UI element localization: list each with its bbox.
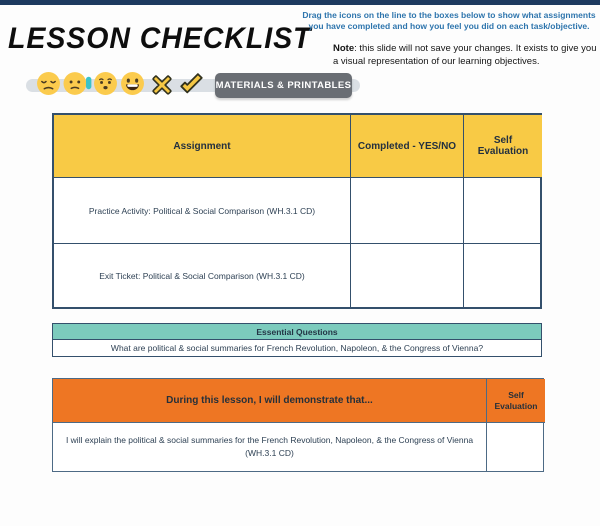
- assignment-row-1-label: Practice Activity: Political & Social Comparison (WH.3.1 CD): [54, 178, 351, 244]
- completed-header: Completed - YES/NO: [351, 115, 464, 178]
- essential-question-text: What are political & social summaries for French Revolution, Napoleon, & the Congress of Vienna?: [110, 343, 484, 353]
- grinning-face-emoji[interactable]: [120, 71, 145, 96]
- assignment-header: Assignment: [54, 115, 351, 178]
- check-mark-icon[interactable]: [177, 70, 206, 99]
- assignment-row-2-completed-dropzone[interactable]: [351, 244, 464, 307]
- cross-mark-icon[interactable]: [149, 72, 175, 98]
- assignment-table: [52, 113, 542, 309]
- sweat-drop: [86, 77, 91, 89]
- assignment-row-2-label: Exit Ticket: Political & Social Comparison (WH.3.1 CD): [54, 244, 351, 307]
- top-accent-bar: [0, 0, 600, 5]
- self-evaluation-header: Self Evaluation: [464, 115, 542, 178]
- note-text: [333, 43, 597, 68]
- essential-questions-header: Essential Questions: [53, 324, 541, 340]
- note-body: : this slide will not save your changes. It exists to give you a visual representation of our learning objectives.: [333, 43, 597, 67]
- demonstrate-table: [52, 378, 544, 472]
- slightly-smiling-face-emoji[interactable]: [93, 71, 118, 96]
- demonstrate-row-1-statement: I will explain the political & social summaries for the French Revolution, Napoleon, & the Congress of Vienna (WH.3.1 CD): [53, 423, 487, 471]
- assignment-row-1-completed-dropzone[interactable]: [351, 178, 464, 244]
- instructions-text: Drag the icons on the line to the boxes below to show what assignments you have completed and how you feel you did on each task/objective.: [302, 10, 596, 31]
- assignment-row-2-selfeval-dropzone[interactable]: [464, 244, 542, 307]
- demonstrate-row-1-selfeval-dropzone[interactable]: [487, 423, 545, 471]
- essential-questions-box: [52, 323, 542, 357]
- note-label: Note: [333, 43, 355, 54]
- pensive-face-emoji[interactable]: [36, 71, 61, 96]
- materials-printables-button[interactable]: [215, 73, 352, 98]
- materials-printables-label: MATERIALS & PRINTABLES: [215, 80, 352, 91]
- demonstrate-selfeval-header: Self Evaluation: [487, 379, 545, 423]
- page-title: LESSON CHECKLIST: [8, 22, 312, 55]
- sad-sweat-face-emoji[interactable]: [63, 71, 92, 96]
- assignment-row-1-selfeval-dropzone[interactable]: [464, 178, 542, 244]
- demonstrate-header: During this lesson, I will demonstrate that...: [53, 379, 487, 423]
